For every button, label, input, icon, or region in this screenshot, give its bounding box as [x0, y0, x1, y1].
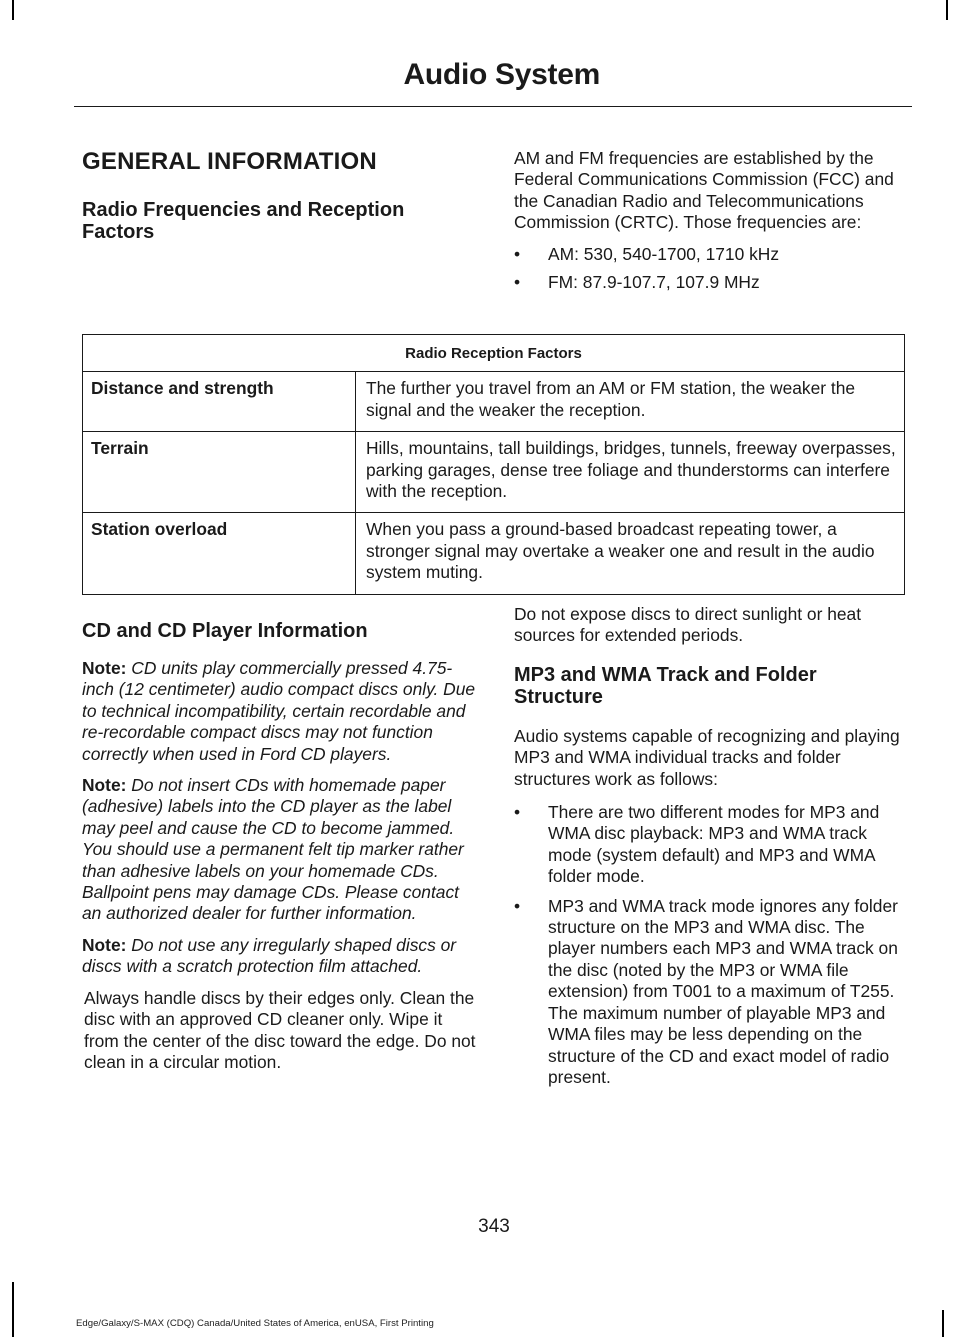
cd-section-heading: CD and CD Player Information: [82, 620, 368, 642]
note-label: Note:: [82, 658, 127, 678]
crop-mark-top-right: [946, 0, 948, 20]
disc-sunlight-text: Do not expose discs to direct sunlight or heat sources for extended periods.: [514, 604, 862, 646]
bullet-icon: •: [514, 272, 521, 293]
bullet-icon: •: [514, 895, 521, 916]
disc-handling-text: Always handle discs by their edges only. Clean the disc with an approved CD cleaner only. Wipe it from the center of the disc toward the edge. Do not clean in a circular motion.: [84, 987, 476, 1072]
frequency-item-text: AM: 530, 540-1700, 1710 kHz: [548, 243, 780, 264]
note-paragraph: [82, 935, 476, 978]
mp3-bullet-list: [514, 802, 910, 1088]
table-cell-factor: Terrain: [83, 432, 356, 513]
footer-text: Edge/Galaxy/S-MAX (CDQ) Canada/United States of America, enUSA, First Printing: [76, 1318, 434, 1329]
table-cell-factor: Distance and strength: [83, 372, 356, 432]
note-label: Note:: [82, 775, 127, 796]
mp3-bullet-item: [514, 896, 910, 1089]
table-title: Radio Reception Factors: [83, 335, 905, 372]
table-header-row: [83, 335, 905, 372]
frequencies-intro: AM and FM frequencies are established by the Federal Communications Commission (FCC) and the Canadian Radio and Telecommunications Commission (CRTC). Those frequencies are:: [514, 148, 894, 233]
note-text: CD units play commercially pressed 4.75-inch (12 centimeter) audio compact discs only. Due to technical incompatibility, certain recordable and re-recordable compact discs may not function correctly when used in Ford CD players.: [82, 658, 476, 764]
radio-frequencies-heading: Radio Frequencies and Reception Factors: [82, 199, 405, 243]
table-row: [83, 372, 905, 432]
note-paragraph: [82, 658, 476, 765]
frequency-item-fm: [514, 272, 910, 293]
frequency-item-text: FM: 87.9-107.7, 107.9 MHz: [548, 272, 760, 293]
table-cell-factor: Station overload: [83, 513, 356, 594]
mp3-intro-text: Audio systems capable of recognizing and playing MP3 and WMA individual tracks and folder structures work as follows:: [514, 725, 900, 789]
crop-mark-bottom-right: [942, 1310, 944, 1337]
mp3-bullet-item: [514, 802, 910, 888]
table-cell-description: The further you travel from an AM or FM station, the weaker the signal and the weaker the reception.: [356, 372, 905, 432]
page-header-title: Audio System: [403, 58, 600, 91]
page-number: 343: [478, 1216, 510, 1237]
radio-reception-factors-table: [82, 334, 905, 595]
note-label: Note:: [82, 934, 127, 955]
table-cell-description: Hills, mountains, tall buildings, bridges, tunnels, freeway overpasses, parking garages, dense tree foliage and thunderstorms can interfere with the reception.: [356, 432, 905, 513]
bullet-icon: •: [514, 802, 521, 823]
cd-mp3-right: [514, 604, 910, 1095]
crop-mark-top-left: [12, 0, 14, 20]
table-row: [83, 432, 905, 513]
note-text: Do not use any irregularly shaped discs or discs with a scratch protection film attached.: [82, 934, 457, 977]
table-row: [83, 513, 905, 594]
mp3-bullet-text: MP3 and WMA track mode ignores any folder structure on the MP3 and WMA disc. The player numbers each MP3 and WMA track on the disc (noted by the MP3 or WMA file extension) from T001 to a maximum of T255. The maximum number of playable MP3 and WMA files may be less depending on the structure of the CD and exact model of radio present.: [548, 895, 898, 1087]
general-info-right: [514, 148, 910, 300]
general-info-heading: GENERAL INFORMATION: [82, 148, 377, 175]
crop-mark-bottom-left: [12, 1282, 14, 1337]
mp3-section-heading: MP3 and WMA Track and Folder Structure: [514, 663, 817, 708]
header-rule: [74, 106, 912, 107]
note-paragraph: [82, 775, 476, 925]
bullet-icon: •: [514, 243, 521, 264]
frequency-list: [514, 244, 910, 294]
cd-section: [82, 620, 476, 1073]
table-cell-description: When you pass a ground-based broadcast repeating tower, a stronger signal may overtake a weaker one and result in the audio system muting.: [356, 513, 905, 594]
mp3-bullet-text: There are two different modes for MP3 and WMA disc playback: MP3 and WMA track mode (system default) and MP3 and WMA folder mode.: [548, 802, 880, 887]
note-text: Do not insert CDs with homemade paper (adhesive) labels into the CD player as the label may peel and cause the CD to become jammed. You should use a permanent felt tip marker rather than adhesive labels on your homemade CDs. Ballpoint pens may damage CDs. Please contact an authorized dealer for further information.: [82, 775, 464, 924]
frequency-item-am: [514, 244, 910, 265]
general-info-left: [82, 148, 476, 243]
